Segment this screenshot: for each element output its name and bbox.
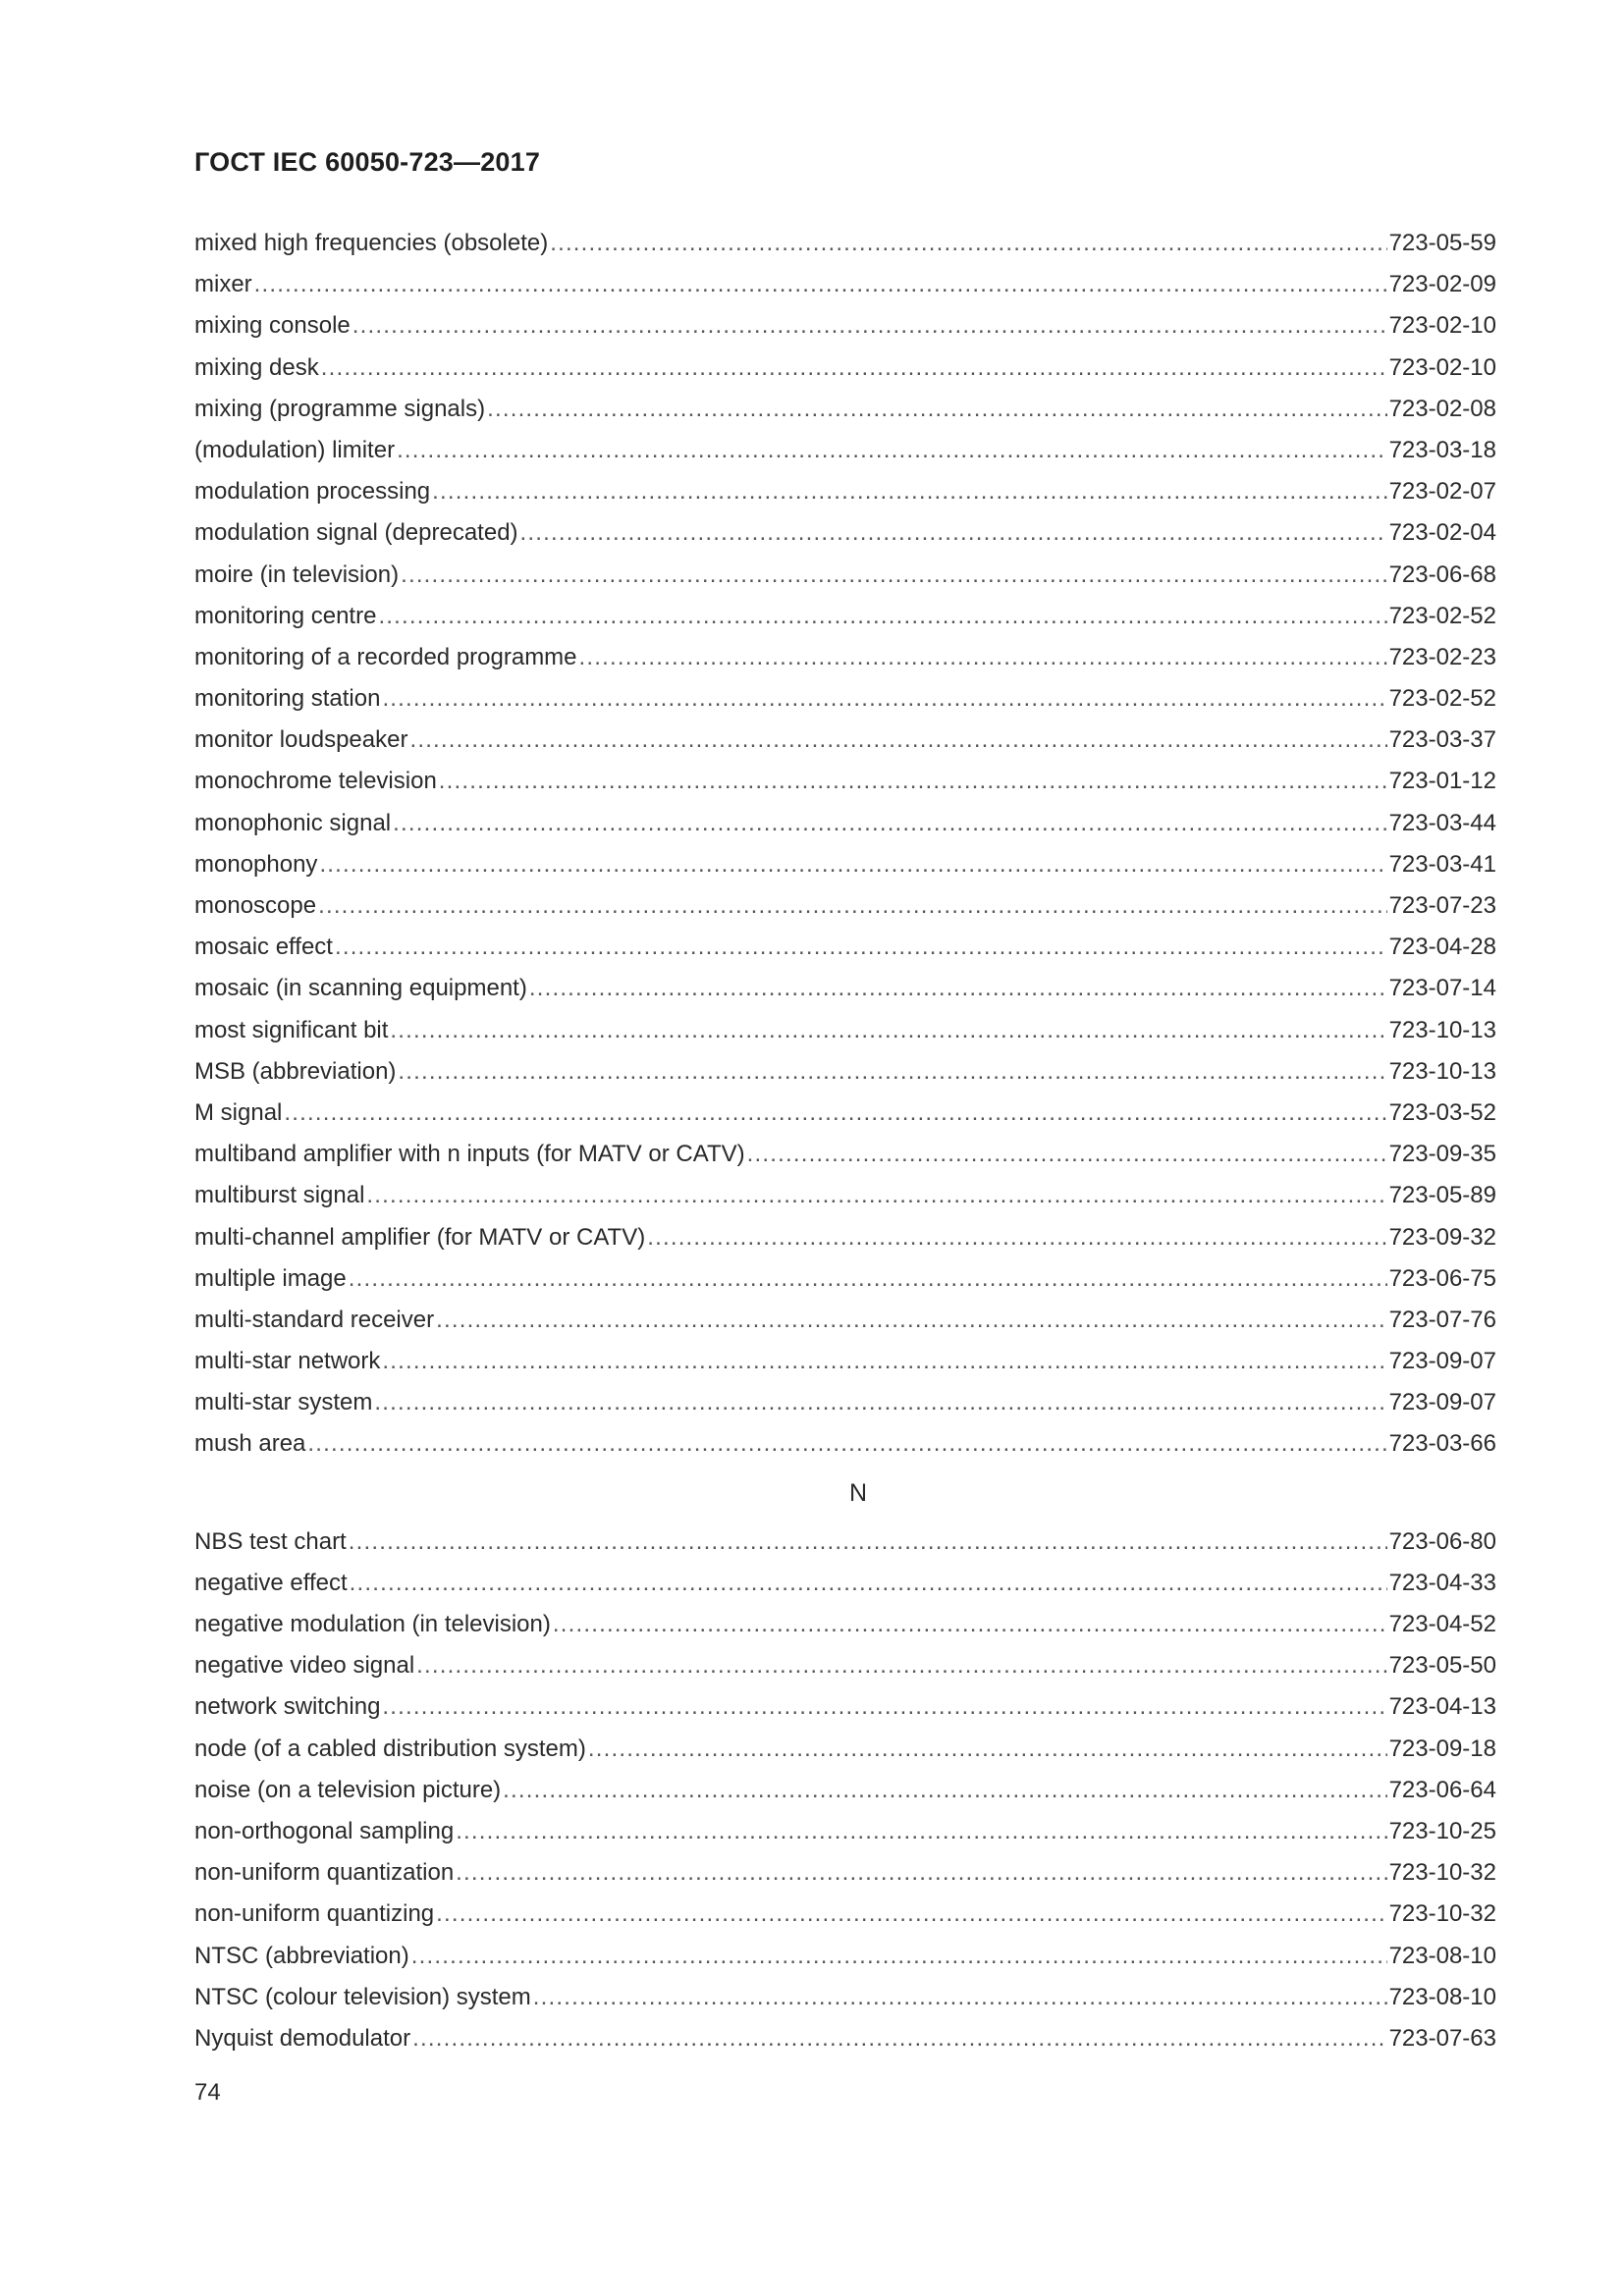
dot-leader bbox=[553, 1604, 1387, 1645]
index-reference-number: 723-07-63 bbox=[1388, 2024, 1496, 2052]
index-entry bbox=[194, 1936, 1496, 1977]
dot-leader bbox=[520, 512, 1387, 554]
dot-leader bbox=[382, 678, 1386, 720]
index-entry bbox=[194, 1300, 1496, 1341]
index-term: M signal bbox=[194, 1098, 283, 1126]
dot-leader bbox=[412, 2018, 1386, 2059]
dot-leader bbox=[529, 968, 1387, 1009]
index-entry bbox=[194, 512, 1496, 554]
index-reference-number: 723-02-07 bbox=[1388, 478, 1496, 506]
index-reference-number: 723-02-10 bbox=[1388, 353, 1496, 381]
index-entry bbox=[194, 1977, 1496, 2018]
index-term: monoscope bbox=[194, 892, 317, 919]
index-term: non-uniform quantizing bbox=[194, 1900, 435, 1928]
index-term: mosaic (in scanning equipment) bbox=[194, 975, 527, 1002]
index-term: NBS test chart bbox=[194, 1527, 347, 1555]
dot-leader bbox=[378, 596, 1386, 637]
index-term: multi-star system bbox=[194, 1389, 373, 1416]
index-reference-number: 723-07-76 bbox=[1388, 1306, 1496, 1333]
dot-leader bbox=[352, 305, 1387, 347]
index-list bbox=[194, 223, 1496, 2059]
index-entry bbox=[194, 2018, 1496, 2059]
dot-leader bbox=[390, 1010, 1386, 1051]
index-reference-number: 723-02-09 bbox=[1388, 271, 1496, 298]
index-entry bbox=[194, 1522, 1496, 1563]
index-term: Nyquist demodulator bbox=[194, 2024, 411, 2052]
dot-leader bbox=[382, 1341, 1386, 1382]
index-reference-number: 723-05-50 bbox=[1388, 1652, 1496, 1680]
index-reference-number: 723-06-80 bbox=[1388, 1527, 1496, 1555]
dot-leader bbox=[397, 430, 1387, 471]
index-term: multiburst signal bbox=[194, 1182, 365, 1209]
index-term: multi-channel amplifier (for MATV or CATV) bbox=[194, 1223, 646, 1251]
index-reference-number: 723-02-04 bbox=[1388, 519, 1496, 547]
index-term: noise (on a television picture) bbox=[194, 1776, 502, 1803]
index-reference-number: 723-10-25 bbox=[1388, 1817, 1496, 1844]
dot-leader bbox=[254, 264, 1387, 305]
index-term: most significant bit bbox=[194, 1016, 389, 1043]
index-entry bbox=[194, 1852, 1496, 1894]
index-entry bbox=[194, 927, 1496, 968]
index-entry bbox=[194, 1175, 1496, 1216]
index-reference-number: 723-02-08 bbox=[1388, 395, 1496, 422]
index-entry bbox=[194, 1051, 1496, 1093]
index-reference-number: 723-04-33 bbox=[1388, 1569, 1496, 1596]
dot-leader bbox=[432, 471, 1386, 512]
dot-leader bbox=[533, 1977, 1387, 2018]
index-entry bbox=[194, 844, 1496, 885]
index-entry bbox=[194, 885, 1496, 927]
index-reference-number: 723-10-13 bbox=[1388, 1016, 1496, 1043]
dot-leader bbox=[647, 1217, 1386, 1258]
index-entry bbox=[194, 1770, 1496, 1811]
index-entry bbox=[194, 555, 1496, 596]
dot-leader bbox=[318, 885, 1387, 927]
page-number: 74 bbox=[194, 2079, 221, 2106]
index-reference-number: 723-09-18 bbox=[1388, 1735, 1496, 1762]
index-term: monitoring station bbox=[194, 685, 381, 713]
index-term: negative video signal bbox=[194, 1652, 415, 1680]
index-entry bbox=[194, 637, 1496, 678]
index-reference-number: 723-03-41 bbox=[1388, 850, 1496, 878]
index-reference-number: 723-09-07 bbox=[1388, 1389, 1496, 1416]
index-reference-number: 723-02-23 bbox=[1388, 643, 1496, 670]
index-term: multiband amplifier with n inputs (for MATV or CATV) bbox=[194, 1141, 745, 1168]
index-entry bbox=[194, 1341, 1496, 1382]
index-term: MSB (abbreviation) bbox=[194, 1057, 397, 1085]
dot-leader bbox=[487, 389, 1386, 430]
index-entry bbox=[194, 471, 1496, 512]
index-term: negative effect bbox=[194, 1569, 348, 1596]
index-reference-number: 723-02-52 bbox=[1388, 602, 1496, 629]
dot-leader bbox=[374, 1382, 1386, 1423]
dot-leader bbox=[456, 1852, 1386, 1894]
index-reference-number: 723-06-75 bbox=[1388, 1264, 1496, 1292]
index-reference-number: 723-03-66 bbox=[1388, 1430, 1496, 1458]
index-entry bbox=[194, 1729, 1496, 1770]
dot-leader bbox=[401, 555, 1387, 596]
index-term: negative modulation (in television) bbox=[194, 1611, 551, 1637]
index-term: mosaic effect bbox=[194, 934, 333, 961]
index-reference-number: 723-02-10 bbox=[1388, 312, 1496, 340]
index-reference-number: 723-10-32 bbox=[1388, 1900, 1496, 1928]
index-term: mixing console bbox=[194, 312, 351, 340]
index-term: modulation signal (deprecated) bbox=[194, 519, 518, 547]
index-entry bbox=[194, 430, 1496, 471]
dot-leader bbox=[349, 1258, 1387, 1300]
dot-leader bbox=[319, 844, 1386, 885]
index-reference-number: 723-03-18 bbox=[1388, 436, 1496, 463]
index-reference-number: 723-09-32 bbox=[1388, 1223, 1496, 1251]
index-reference-number: 723-06-68 bbox=[1388, 561, 1496, 588]
dot-leader bbox=[349, 1522, 1387, 1563]
dot-leader bbox=[366, 1175, 1386, 1216]
index-entry bbox=[194, 223, 1496, 264]
index-term: NTSC (colour television) system bbox=[194, 1983, 531, 2010]
dot-leader bbox=[439, 761, 1387, 802]
index-reference-number: 723-03-44 bbox=[1388, 809, 1496, 836]
index-reference-number: 723-03-37 bbox=[1388, 726, 1496, 754]
index-reference-number: 723-04-13 bbox=[1388, 1693, 1496, 1721]
index-entry bbox=[194, 1686, 1496, 1728]
index-reference-number: 723-08-10 bbox=[1388, 1942, 1496, 1969]
dot-leader bbox=[350, 1563, 1387, 1604]
section-letter-heading: N bbox=[848, 1478, 868, 1507]
index-reference-number: 723-07-23 bbox=[1388, 892, 1496, 919]
index-entry bbox=[194, 596, 1496, 637]
dot-leader bbox=[393, 803, 1386, 844]
index-entry bbox=[194, 1134, 1496, 1175]
index-entry bbox=[194, 389, 1496, 430]
index-entry bbox=[194, 968, 1496, 1009]
index-entry bbox=[194, 305, 1496, 347]
dot-leader bbox=[747, 1134, 1387, 1175]
index-term: non-uniform quantization bbox=[194, 1859, 455, 1887]
index-entry bbox=[194, 761, 1496, 802]
dot-leader bbox=[398, 1051, 1386, 1093]
index-reference-number: 723-07-14 bbox=[1388, 975, 1496, 1002]
dot-leader bbox=[416, 1645, 1386, 1686]
dot-leader bbox=[321, 347, 1387, 389]
index-entry bbox=[194, 1563, 1496, 1604]
index-entry bbox=[194, 678, 1496, 720]
dot-leader bbox=[411, 1936, 1387, 1977]
index-term: multiple image bbox=[194, 1264, 347, 1292]
index-term: mixed high frequencies (obsolete) bbox=[194, 230, 549, 256]
index-term: node (of a cabled distribution system) bbox=[194, 1735, 586, 1762]
index-reference-number: 723-04-52 bbox=[1388, 1611, 1496, 1637]
index-entry bbox=[194, 1645, 1496, 1686]
index-term: mixing (programme signals) bbox=[194, 395, 486, 422]
index-entry bbox=[194, 803, 1496, 844]
dot-leader bbox=[382, 1686, 1386, 1728]
index-term: moire (in television) bbox=[194, 561, 400, 588]
index-entry bbox=[194, 1093, 1496, 1134]
index-term: monitoring centre bbox=[194, 602, 377, 629]
index-entry bbox=[194, 1258, 1496, 1300]
index-term: multi-standard receiver bbox=[194, 1306, 435, 1333]
index-term: non-orthogonal sampling bbox=[194, 1817, 455, 1844]
index-reference-number: 723-09-35 bbox=[1388, 1141, 1496, 1168]
index-term: monitor loudspeaker bbox=[194, 726, 408, 754]
dot-leader bbox=[284, 1093, 1386, 1134]
dot-leader bbox=[409, 720, 1386, 761]
index-reference-number: 723-05-59 bbox=[1388, 230, 1496, 256]
dot-leader bbox=[436, 1300, 1386, 1341]
dot-leader bbox=[436, 1894, 1386, 1935]
index-reference-number: 723-01-12 bbox=[1388, 768, 1496, 795]
dot-leader bbox=[456, 1811, 1386, 1852]
index-term: mixer bbox=[194, 271, 252, 298]
index-reference-number: 723-03-52 bbox=[1388, 1098, 1496, 1126]
index-entry bbox=[194, 1010, 1496, 1051]
index-entry bbox=[194, 1382, 1496, 1423]
index-entry bbox=[194, 1894, 1496, 1935]
index-term: (modulation) limiter bbox=[194, 436, 396, 463]
index-term: mush area bbox=[194, 1430, 306, 1458]
index-term: mixing desk bbox=[194, 353, 319, 381]
index-entry bbox=[194, 1423, 1496, 1465]
index-entry bbox=[194, 720, 1496, 761]
dot-leader bbox=[307, 1423, 1386, 1465]
index-reference-number: 723-10-13 bbox=[1388, 1057, 1496, 1085]
dot-leader bbox=[579, 637, 1387, 678]
index-entry bbox=[194, 264, 1496, 305]
index-reference-number: 723-10-32 bbox=[1388, 1859, 1496, 1887]
index-reference-number: 723-06-64 bbox=[1388, 1776, 1496, 1803]
index-term: monophonic signal bbox=[194, 809, 392, 836]
index-reference-number: 723-02-52 bbox=[1388, 685, 1496, 713]
dot-leader bbox=[550, 223, 1386, 264]
index-entry bbox=[194, 347, 1496, 389]
index-term: monitoring of a recorded programme bbox=[194, 643, 577, 670]
index-reference-number: 723-08-10 bbox=[1388, 1983, 1496, 2010]
index-entry bbox=[194, 1811, 1496, 1852]
index-term: modulation processing bbox=[194, 478, 431, 506]
index-reference-number: 723-09-07 bbox=[1388, 1348, 1496, 1375]
index-entry bbox=[194, 1217, 1496, 1258]
index-term: multi-star network bbox=[194, 1348, 381, 1375]
dot-leader bbox=[335, 927, 1387, 968]
dot-leader bbox=[588, 1729, 1387, 1770]
index-reference-number: 723-04-28 bbox=[1388, 934, 1496, 961]
index-reference-number: 723-05-89 bbox=[1388, 1182, 1496, 1209]
index-term: monophony bbox=[194, 850, 318, 878]
index-term: network switching bbox=[194, 1693, 381, 1721]
index-entry bbox=[194, 1604, 1496, 1645]
index-term: NTSC (abbreviation) bbox=[194, 1942, 409, 1969]
index-term: monochrome television bbox=[194, 768, 437, 795]
dot-leader bbox=[503, 1770, 1386, 1811]
document-header: ГОСТ IEC 60050-723—2017 bbox=[194, 147, 541, 177]
